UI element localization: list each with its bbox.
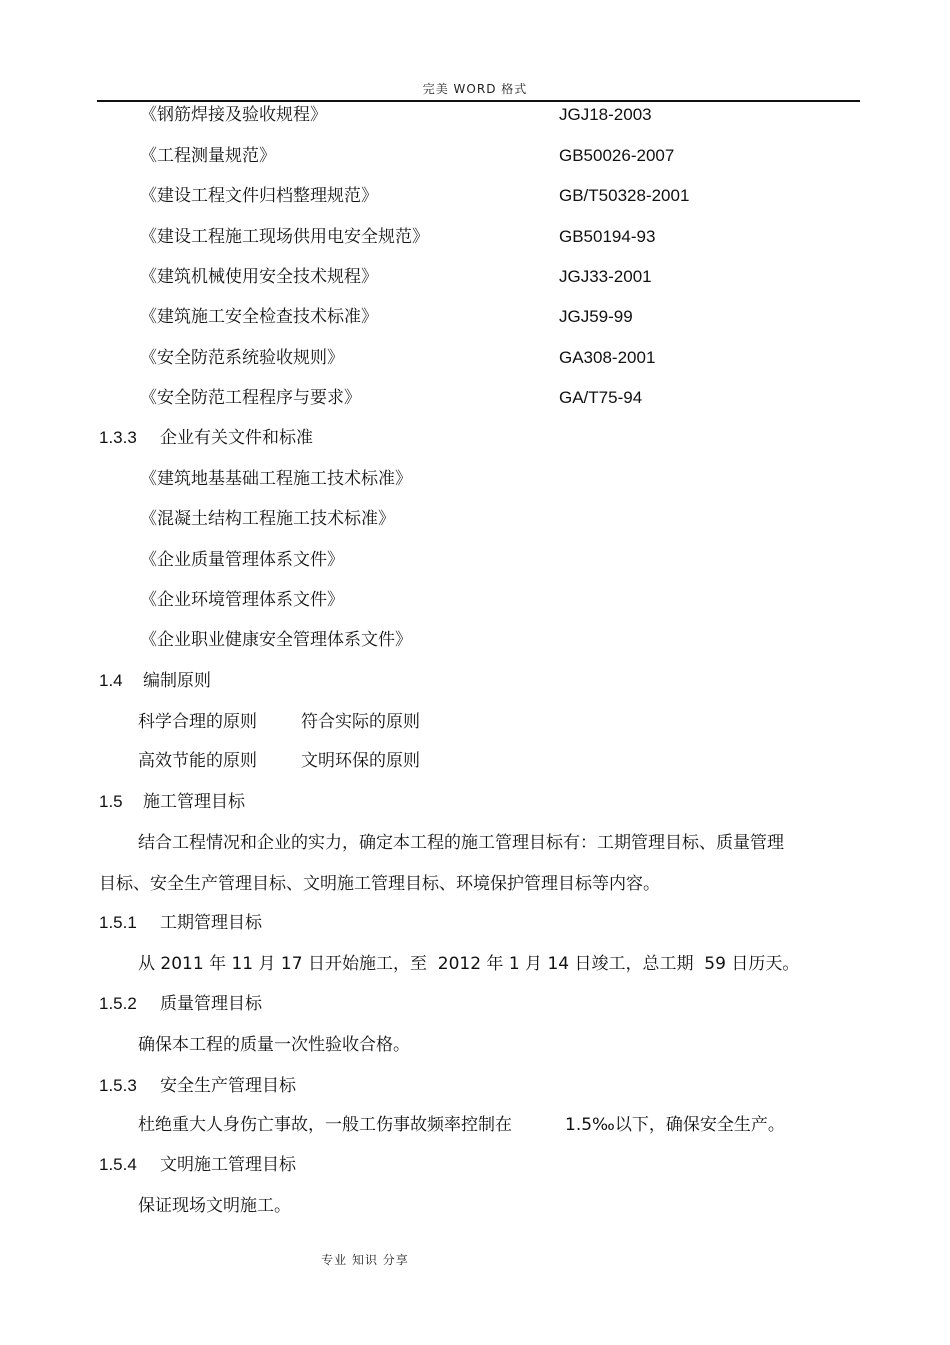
principle: 高效节能的原则 (138, 751, 257, 771)
standard-name: 《建筑机械使用安全技术规程》 (140, 267, 378, 287)
section-number: 1.5 (99, 792, 123, 811)
section-number: 1.3.3 (99, 428, 137, 447)
standard-name: 《钢筋焊接及验收规程》 (140, 105, 327, 125)
standard-code: JGJ59-99 (559, 307, 633, 326)
standard-name: 《建筑施工安全检查技术标准》 (140, 307, 378, 327)
section-title: 工期管理目标 (160, 913, 262, 933)
enterprise-doc: 《企业职业健康安全管理体系文件》 (140, 630, 412, 650)
page-header: 完美 WORD 格式 (422, 82, 528, 96)
section-number: 1.4 (99, 671, 123, 690)
section-title: 编制原则 (143, 671, 211, 691)
paragraph-line: 目标、安全生产管理目标、文明施工管理目标、环境保护管理目标等内容。 (99, 874, 660, 894)
principle: 科学合理的原则 (138, 712, 257, 732)
standard-name: 《建设工程文件归档整理规范》 (140, 186, 378, 206)
standard-code: GA/T75-94 (559, 388, 643, 407)
principle: 文明环保的原则 (301, 751, 420, 771)
section-title: 安全生产管理目标 (160, 1076, 296, 1096)
section-number: 1.5.3 (99, 1076, 137, 1095)
section-title: 文明施工管理目标 (160, 1155, 296, 1175)
standard-name: 《安全防范工程程序与要求》 (140, 388, 361, 408)
section-title: 企业有关文件和标准 (160, 428, 313, 448)
standard-name: 《建设工程施工现场供用电安全规范》 (140, 227, 429, 247)
page-footer: 专业 知识 分享 (321, 1253, 409, 1267)
standard-code: JGJ18-2003 (559, 105, 652, 124)
paragraph-line: 杜绝重大人身伤亡事故，一般工伤事故频率控制在 (138, 1115, 512, 1135)
paragraph-line: 保证现场文明施工。 (138, 1196, 291, 1216)
paragraph-line: 确保本工程的质量一次性验收合格。 (138, 1035, 410, 1055)
standard-code: GB50026-2007 (559, 146, 675, 165)
section-title: 施工管理目标 (143, 792, 245, 812)
paragraph-line: 1.5‰以下，确保安全生产。 (565, 1115, 785, 1135)
standard-code: JGJ33-2001 (559, 267, 652, 286)
enterprise-doc: 《建筑地基基础工程施工技术标准》 (140, 469, 412, 489)
standard-code: GA308-2001 (559, 348, 656, 367)
enterprise-doc: 《混凝土结构工程施工技术标准》 (140, 509, 395, 529)
standard-code: GB50194-93 (559, 227, 656, 246)
paragraph-line: 从 2011 年 11 月 17 日开始施工，至 2012 年 1 月 14 日竣工，总工期 59 日历天。 (138, 954, 800, 974)
standard-code: GB/T50328-2001 (559, 186, 690, 205)
enterprise-doc: 《企业质量管理体系文件》 (140, 550, 344, 570)
section-number: 1.5.1 (99, 913, 137, 932)
header-divider (97, 100, 860, 102)
section-title: 质量管理目标 (160, 994, 262, 1014)
principle: 符合实际的原则 (301, 712, 420, 732)
section-number: 1.5.4 (99, 1155, 137, 1174)
enterprise-doc: 《企业环境管理体系文件》 (140, 590, 344, 610)
section-number: 1.5.2 (99, 994, 137, 1013)
standard-name: 《工程测量规范》 (140, 146, 276, 166)
paragraph-line: 结合工程情况和企业的实力，确定本工程的施工管理目标有：工期管理目标、质量管理 (138, 833, 784, 853)
standard-name: 《安全防范系统验收规则》 (140, 348, 344, 368)
